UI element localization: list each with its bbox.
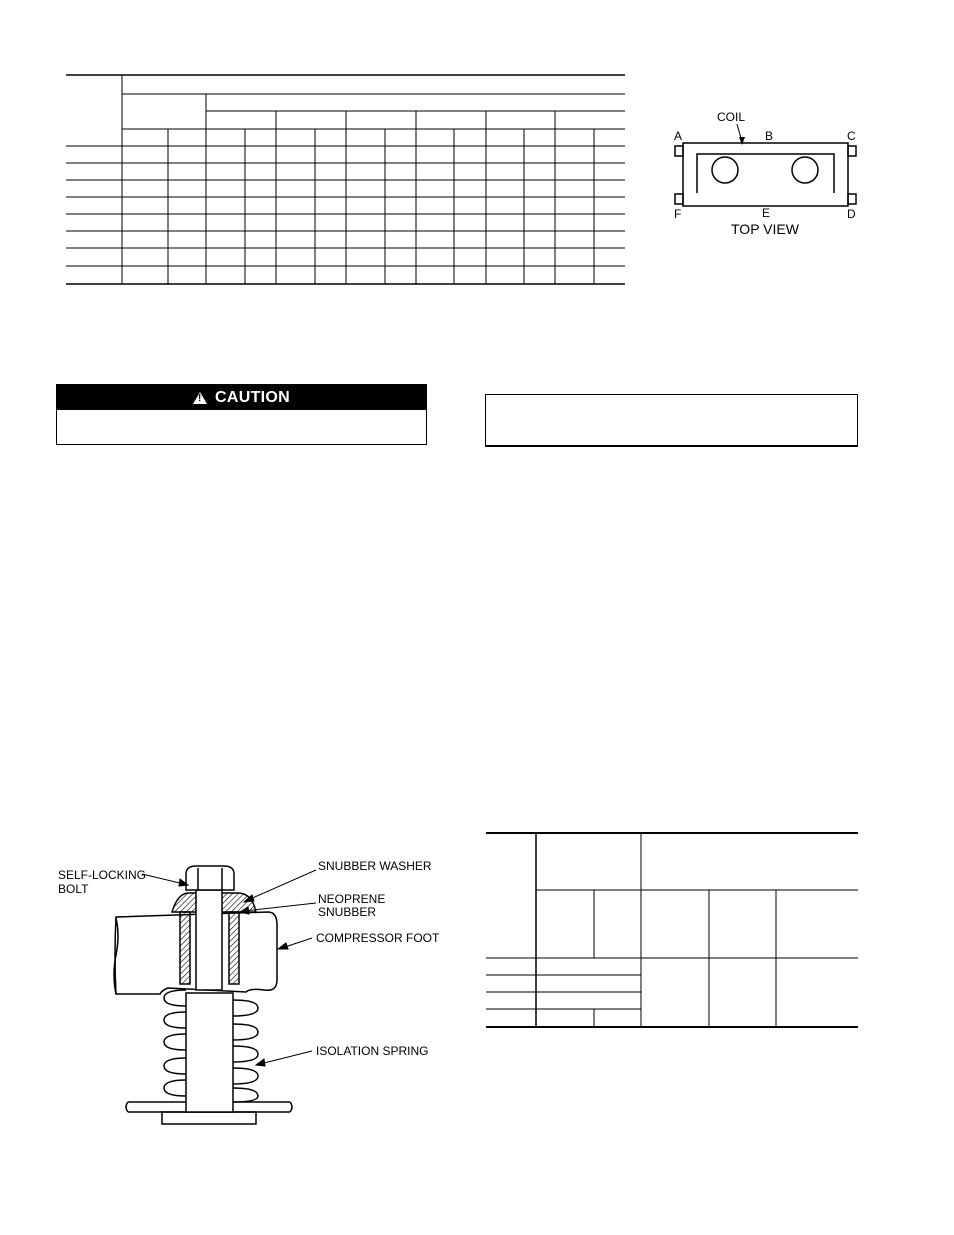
corner-label-b: B: [765, 129, 774, 143]
corner-label-f: F: [674, 207, 682, 221]
self-locking-bolt-label-line2: BOLT: [58, 882, 89, 896]
coil-label: COIL: [717, 110, 746, 124]
corner-label-c: C: [847, 129, 856, 143]
isolation-spring-label: ISOLATION SPRING: [316, 1044, 429, 1058]
corner-label-d: D: [847, 207, 856, 221]
neoprene-snubber-label-line1: NEOPRENE: [318, 892, 386, 906]
caution-title: CAUTION: [215, 388, 290, 406]
corner-label-e: E: [762, 206, 771, 220]
self-locking-bolt-label-line1: SELF-LOCKING: [58, 868, 147, 882]
compressor-foot-label: COMPRESSOR FOOT: [316, 931, 440, 945]
corner-label-a: A: [674, 129, 683, 143]
coil-figure-caption: TOP VIEW: [731, 221, 799, 237]
neoprene-snubber-label-line2: SNUBBER: [318, 905, 377, 919]
snubber-washer-label: SNUBBER WASHER: [318, 859, 432, 873]
